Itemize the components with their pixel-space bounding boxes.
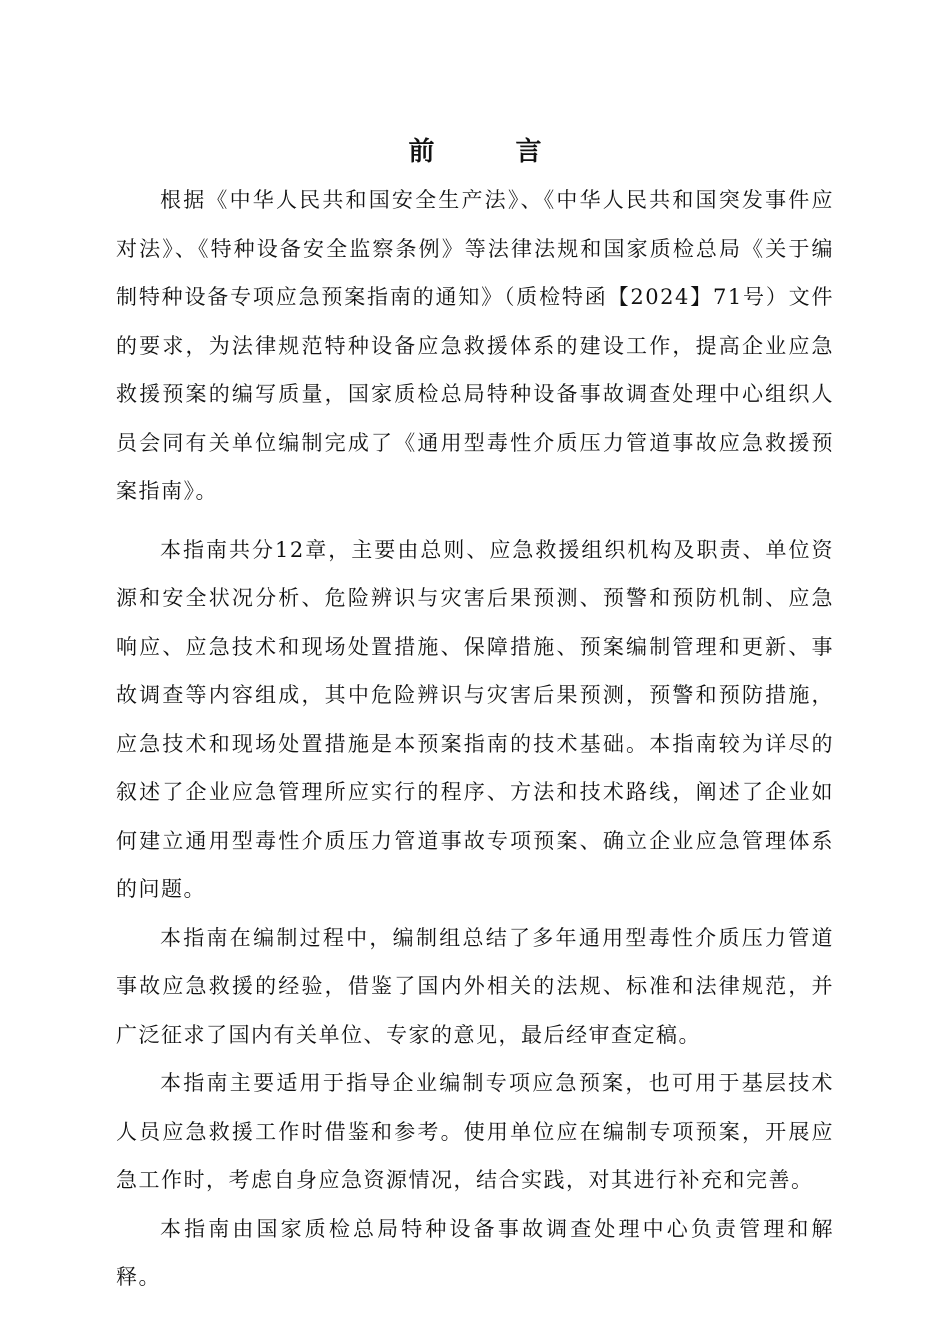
paragraph-responsibility: 本指南由国家质检总局特种设备事故调查处理中心负责管理和解释。: [116, 1216, 834, 1289]
paragraph-scope: 本指南主要适用于指导企业编制专项应急预案，也可用于基层技术人员应急救援工作时借鉴和参考。使用单位应在编制专项预案，开展应急工作时，考虑自身应急资源情况，结合实践，对其进行补充和完善。: [116, 1071, 834, 1192]
document-body: [116, 176, 834, 1302]
paragraph-drafting: 本指南在编制过程中，编制组总结了多年通用型毒性介质压力管道事故应急救援的经验，借鉴了国内外相关的法规、标准和法律规范，并广泛征求了国内有关单位、专家的意见，最后经审查定稿。: [116, 925, 834, 1047]
paragraph-structure: 本指南共分12章，主要由总则、应急救援组织机构及职责、单位资源和安全状况分析、危险辨识与灾害后果预测、预警和预防机制、应急响应、应急技术和现场处置措施、保障措施、预案编制管理和更新、事故调查等内容组成，其中危险辨识与灾害后果预测，预警和预防措施，应急技术和现场处置措施是本预案指南的技术基础。本指南较为详尽的叙述了企业应急管理所应实行的程序、方法和技术路线，阐述了企业如何建立通用型毒性介质压力管道事故专项预案、确立企业应急管理体系的问题。: [116, 537, 834, 901]
page-title: 前 言: [408, 137, 578, 167]
paragraph-basis: 根据《中华人民共和国安全生产法》、《中华人民共和国突发事件应对法》、《特种设备安全监察条例》等法律法规和国家质检总局《关于编制特种设备专项应急预案指南的通知》（质检特函【2024】71号）文件的要求，为法律规范特种设备应急救援体系的建设工作，提高企业应急救援预案的编写质量，国家质检总局特种设备事故调查处理中心组织人员会同有关单位编制完成了《通用型毒性介质压力管道事故应急救援预案指南》。: [116, 188, 834, 503]
